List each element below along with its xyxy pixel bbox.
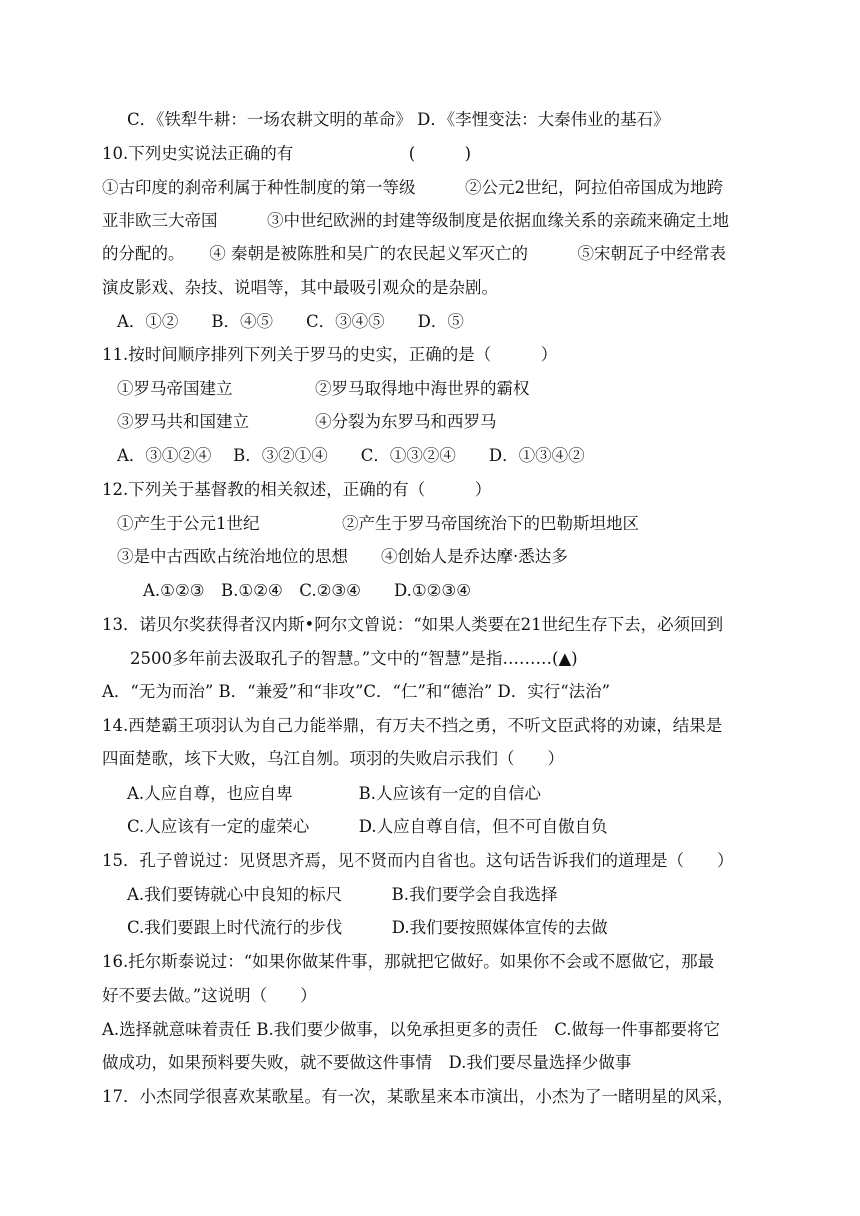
answer-options: A．③①②④ B．③②①④ C．①③②④ D．①③④② (117, 446, 585, 465)
answer-options: A．①② B．④⑤ C．③④⑤ D．⑤ (117, 312, 464, 331)
question-13: 13．诺贝尔奖获得者汉内斯•阿尔文曾说：“如果人类要在21世纪生存下去，必须回到 (102, 615, 724, 634)
answer-options: C.人应该有一定的虚荣心 D.人应自尊自信，但不可自傲自负 (127, 817, 608, 836)
statement-line: ①罗马帝国建立 ②罗马取得地中海世界的霸权 (117, 379, 530, 398)
question-11: 11.按时间顺序排列下列关于罗马的史实，正确的是（ ） (102, 345, 558, 364)
statement-line: ③罗马共和国建立 ④分裂为东罗马和西罗马 (117, 412, 497, 431)
question-17: 17．小杰同学很喜欢某歌星。有一次，某歌星来本市演出，小杰为了一睹明星的风采， (102, 1087, 734, 1106)
question-text: 演皮影戏、杂技、说唱等，其中最吸引观众的是杂剧。 (102, 278, 498, 297)
statement-line: ③是中古西欧占统治地位的思想 ④创始人是乔达摩·悉达多 (117, 547, 568, 566)
answer-options: A.选择就意味着责任 B.我们要少做事，以免承担更多的责任 C.做每一件事都要将它 (102, 1020, 721, 1039)
question-text: 四面楚歌，垓下大败，乌江自刎。项羽的失败启示我们（ ） (102, 749, 564, 768)
question-12: 12.下列关于基督教的相关叙述，正确的有（ ） (102, 480, 492, 499)
option-line: C．《铁犁牛耕：一场农耕文明的革命》 D．《李悝变法：大秦伟业的基石》 (127, 110, 670, 129)
answer-options: A．“无为而治” B．“兼爱”和“非攻”C．“仁”和“德治” D．实行“法治” (102, 682, 611, 701)
question-10: 10.下列史实说法正确的有 ( ) (102, 144, 472, 163)
question-16: 16.托尔斯泰说过：“如果你做某件事，那就把它做好。如果你不会或不愿做它，那最 (102, 952, 715, 971)
statement-line: ①产生于公元1世纪 ②产生于罗马帝国统治下的巴勒斯坦地区 (117, 514, 639, 533)
answer-options: C.我们要跟上时代流行的步伐 D.我们要按照媒体宣传的去做 (127, 918, 608, 937)
question-text: ①古印度的刹帝利属于种性制度的第一等级 ②公元2世纪，阿拉伯帝国成为地跨 (102, 178, 723, 197)
question-15: 15．孔子曾说过：见贤思齐焉，见不贤而内自省也。这句话告诉我们的道理是（ ） (102, 851, 734, 870)
answer-options: A.人应自尊，也应自卑 B.人应该有一定的自信心 (127, 784, 542, 803)
answer-options: A.①②③ B.①②④ C.②③④ D.①②③④ (143, 581, 471, 600)
question-text: 好不要去做。”这说明（ ） (102, 986, 317, 1005)
question-14: 14.西楚霸王项羽认为自己力能举鼎，有万夫不挡之勇，不听文臣武将的劝谏，结果是 (102, 716, 723, 735)
question-text: 亚非欧三大帝国 ③中世纪欧洲的封建等级制度是依据血缘关系的亲疏来确定土地 (102, 211, 729, 230)
question-text: 2500多年前去汲取孔子的智慧。”文中的“智慧”是指………(▲) (130, 649, 578, 668)
answer-options: A.我们要铸就心中良知的标尺 B.我们要学会自我选择 (127, 885, 558, 904)
answer-options: 做成功，如果预料要失败，就不要做这件事情 D.我们要尽量选择少做事 (102, 1053, 632, 1072)
question-text: 的分配的。 ④ 秦朝是被陈胜和吴广的农民起义军灭亡的 ⑤宋朝瓦子中经常表 (102, 244, 726, 263)
